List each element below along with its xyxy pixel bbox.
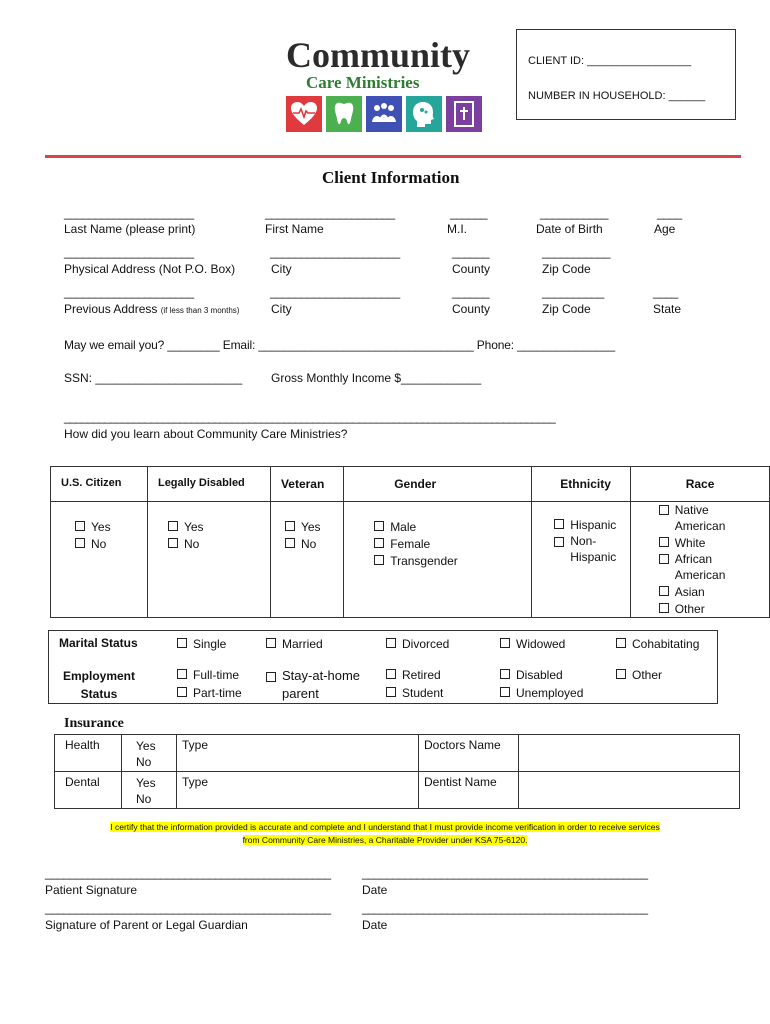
state-field[interactable]: ____: [653, 285, 678, 299]
dentist-name-field[interactable]: [519, 772, 740, 809]
employment-status-label: Employment Status: [63, 669, 136, 701]
citizen-yes-option[interactable]: Yes: [75, 518, 147, 535]
checkbox[interactable]: [177, 687, 187, 697]
county-label: County: [452, 262, 491, 276]
previous-city-label: City: [271, 302, 292, 316]
dob-label: Date of Birth: [536, 222, 603, 236]
gender-header: Gender: [344, 467, 532, 502]
address-field[interactable]: _____________________: [64, 245, 194, 259]
insurance-table: [54, 734, 740, 809]
zip-label: Zip Code: [542, 262, 591, 276]
checkbox[interactable]: [374, 538, 384, 548]
certification-line-1: I certify that the information provided is accurate and complete and I understand that I must provide income verification in order to receive services: [110, 822, 660, 832]
race-header: Race: [630, 467, 769, 502]
checkbox[interactable]: [659, 554, 669, 564]
mi-field[interactable]: ______: [450, 206, 488, 220]
ssn-field[interactable]: SSN: ______________________: [64, 371, 243, 385]
veteran-no-option[interactable]: No: [285, 535, 343, 552]
mi-label: M.I.: [447, 222, 467, 236]
checkbox[interactable]: [266, 638, 276, 648]
checkbox[interactable]: [386, 687, 396, 697]
header-divider: [45, 155, 741, 158]
citizen-no-option[interactable]: No: [75, 535, 147, 552]
ethnicity-header: Ethnicity: [532, 467, 630, 502]
race-native-american-option[interactable]: Native American: [659, 502, 769, 534]
checkbox[interactable]: [386, 638, 396, 648]
referral-label: How did you learn about Community Care Ministries?: [64, 427, 348, 441]
checkbox[interactable]: [616, 638, 626, 648]
guardian-date-field[interactable]: _______________________________________________: [362, 901, 648, 915]
disabled-options: [147, 502, 270, 618]
dental-type-field[interactable]: Type: [177, 772, 419, 809]
status-box: [48, 630, 718, 704]
email-phone-line[interactable]: May we email you? ________ Email: _________________________________ Phone: _______________: [64, 338, 615, 352]
employment-retired-option[interactable]: Retired: [386, 666, 441, 683]
citizen-options: [51, 502, 148, 618]
employment-disabled-option[interactable]: Disabled: [500, 666, 563, 683]
veteran-options: [270, 502, 343, 618]
client-id-box: [516, 29, 736, 120]
employment-unemployed-option[interactable]: Unemployed: [500, 684, 583, 701]
previous-address-note: (if less than 3 months): [160, 306, 240, 315]
marital-single-option[interactable]: Single: [177, 635, 226, 652]
gender-options: [344, 502, 532, 618]
checkbox[interactable]: [554, 519, 564, 529]
previous-address-label: [64, 302, 239, 316]
age-label: Age: [654, 222, 676, 236]
employment-fulltime-option[interactable]: Full-time: [177, 666, 239, 683]
logo-title: Community: [286, 35, 471, 75]
citizen-header: U.S. Citizen: [51, 467, 148, 502]
previous-city-field[interactable]: _____________________: [270, 285, 400, 299]
guardian-date-label: Date: [362, 918, 388, 932]
people-icon: [366, 96, 402, 132]
race-african-american-option[interactable]: African American: [659, 551, 769, 583]
patient-date-label: Date: [362, 883, 388, 897]
employment-student-option[interactable]: Student: [386, 684, 443, 701]
checkbox[interactable]: [500, 638, 510, 648]
marital-cohabitating-option[interactable]: Cohabitating: [616, 635, 699, 652]
checkbox[interactable]: [285, 521, 295, 531]
race-other-option[interactable]: Other: [659, 600, 769, 617]
dob-field[interactable]: ___________: [540, 206, 608, 220]
checkbox[interactable]: [374, 521, 384, 531]
marital-divorced-option[interactable]: Divorced: [386, 635, 449, 652]
previous-address-field[interactable]: _____________________: [64, 285, 194, 299]
patient-signature-field[interactable]: _______________________________________________: [45, 866, 331, 880]
last-name-field[interactable]: _____________________: [64, 206, 194, 220]
previous-county-label: County: [452, 302, 491, 316]
guardian-signature-label: Signature of Parent or Legal Guardian: [45, 918, 248, 932]
age-field[interactable]: ____: [657, 206, 682, 220]
checkbox[interactable]: [386, 669, 396, 679]
previous-zip-label: Zip Code: [542, 302, 591, 316]
patient-date-field[interactable]: _______________________________________________: [362, 866, 648, 880]
address-label: Physical Address (Not P.O. Box): [64, 262, 236, 276]
disabled-yes-option[interactable]: Yes: [168, 518, 270, 535]
client-id-field[interactable]: CLIENT ID: _________________: [528, 55, 692, 67]
employment-other-option[interactable]: Other: [616, 666, 662, 683]
ethnicity-options: [532, 502, 630, 618]
dental-yes-no[interactable]: Yes No: [122, 772, 177, 809]
tooth-icon: [326, 96, 362, 132]
dental-label: Dental: [55, 772, 122, 809]
checkbox[interactable]: [374, 555, 384, 565]
gender-male-option[interactable]: Male: [374, 518, 531, 535]
head-icon: [406, 96, 442, 132]
income-field[interactable]: Gross Monthly Income $____________: [271, 371, 482, 385]
city-field[interactable]: _____________________: [270, 245, 400, 259]
race-asian-option[interactable]: Asian: [659, 583, 769, 600]
bible-icon: [446, 96, 482, 132]
checkbox[interactable]: [75, 521, 85, 531]
checkbox[interactable]: [266, 672, 276, 682]
zip-field[interactable]: ___________: [542, 245, 610, 259]
checkbox[interactable]: [659, 537, 669, 547]
checkbox[interactable]: [616, 669, 626, 679]
race-options: [630, 502, 769, 618]
veteran-yes-option[interactable]: Yes: [285, 518, 343, 535]
first-name-label: First Name: [265, 222, 324, 236]
guardian-signature-field[interactable]: _______________________________________________: [45, 901, 331, 915]
disabled-no-option[interactable]: No: [168, 535, 270, 552]
patient-signature-label: Patient Signature: [45, 883, 138, 897]
referral-field[interactable]: _____________________________________________________________________________________: [64, 410, 555, 424]
ethnicity-hispanic-option[interactable]: Hispanic: [554, 516, 629, 533]
gender-female-option[interactable]: Female: [374, 535, 531, 552]
marital-married-option[interactable]: Married: [266, 635, 323, 652]
checkbox[interactable]: [554, 537, 564, 547]
checkbox[interactable]: [168, 538, 178, 548]
race-white-option[interactable]: White: [659, 534, 769, 551]
health-label: Health: [55, 735, 122, 772]
certification-line-2: from Community Care Ministries, a Charitable Provider under KSA 75-6120.: [242, 835, 528, 845]
demographics-table: [50, 466, 770, 618]
previous-county-field[interactable]: ______: [452, 285, 490, 299]
gender-transgender-option[interactable]: Transgender: [374, 552, 531, 569]
county-field[interactable]: ______: [452, 245, 490, 259]
employment-stay-at-home-option[interactable]: Stay-at-home parent: [266, 667, 360, 703]
health-type-field[interactable]: Type: [177, 735, 419, 772]
ethnicity-non-hispanic-option[interactable]: Non- Hispanic: [554, 533, 629, 565]
employment-parttime-option[interactable]: Part-time: [177, 684, 242, 701]
marital-widowed-option[interactable]: Widowed: [500, 635, 565, 652]
first-name-field[interactable]: _____________________: [265, 206, 395, 220]
checkbox[interactable]: [659, 603, 669, 613]
household-field[interactable]: NUMBER IN HOUSEHOLD: ______: [528, 90, 706, 102]
checkbox[interactable]: [500, 669, 510, 679]
doctors-name-label: Doctors Name: [419, 735, 519, 772]
state-label: State: [653, 302, 682, 316]
previous-address-text: Previous Address: [64, 302, 158, 316]
checkbox[interactable]: [659, 505, 669, 515]
checkbox[interactable]: [177, 669, 187, 679]
health-yes-no[interactable]: Yes No: [122, 735, 177, 772]
checkbox[interactable]: [177, 638, 187, 648]
heart-icon: [286, 96, 322, 132]
dentist-name-label: Dentist Name: [419, 772, 519, 809]
last-name-label: Last Name (please print): [64, 222, 196, 236]
marital-status-label: Marital Status: [59, 636, 138, 650]
doctors-name-field[interactable]: [519, 735, 740, 772]
veteran-header: Veteran: [270, 467, 343, 502]
disabled-header: Legally Disabled: [147, 467, 270, 502]
city-label: City: [271, 262, 292, 276]
insurance-title: Insurance: [64, 716, 124, 731]
page-title: Client Information: [322, 168, 460, 187]
checkbox[interactable]: [285, 538, 295, 548]
previous-zip-field[interactable]: __________: [542, 285, 604, 299]
checkbox[interactable]: [659, 586, 669, 596]
logo-subtitle: Care Ministries: [306, 73, 420, 92]
checkbox[interactable]: [168, 521, 178, 531]
checkbox[interactable]: [75, 538, 85, 548]
checkbox[interactable]: [500, 687, 510, 697]
